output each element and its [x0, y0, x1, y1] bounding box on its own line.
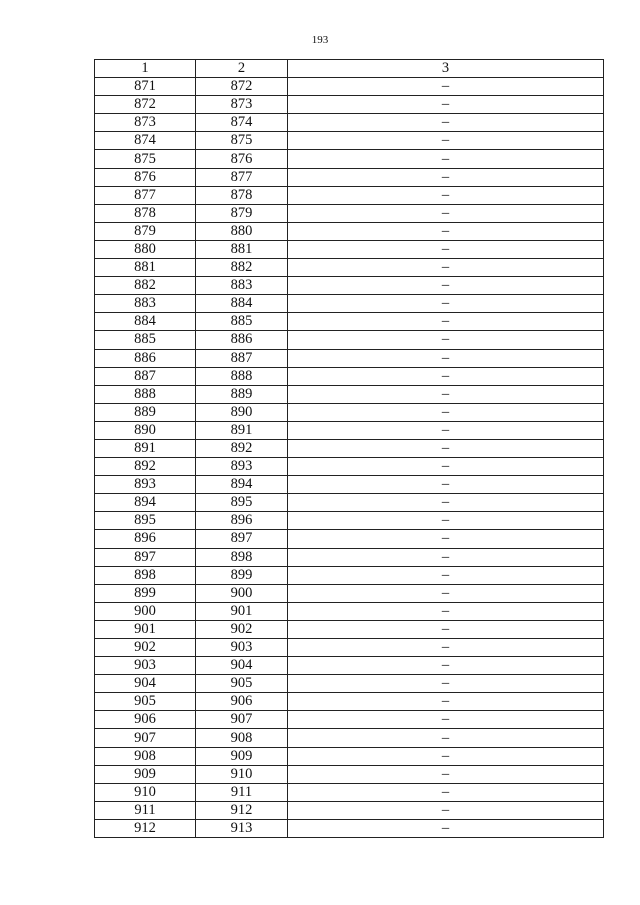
- table-cell-col-1: 896: [95, 530, 196, 548]
- table-cell-col-3: –: [288, 313, 604, 331]
- table-cell-col-3: –: [288, 385, 604, 403]
- table-cell-col-3: –: [288, 693, 604, 711]
- table-cell-col-3: –: [288, 530, 604, 548]
- table-row: [95, 783, 604, 801]
- table-cell-col-2: 890: [196, 403, 288, 421]
- table-cell-col-2: 894: [196, 476, 288, 494]
- table-cell-col-3: –: [288, 186, 604, 204]
- table-row: [95, 349, 604, 367]
- table-row: [95, 367, 604, 385]
- table-cell-col-2: 903: [196, 639, 288, 657]
- table-cell-col-1: 912: [95, 819, 196, 837]
- table-cell-col-2: 881: [196, 240, 288, 258]
- table-cell-col-2: 905: [196, 675, 288, 693]
- table-cell-col-1: 879: [95, 222, 196, 240]
- table-cell-col-3: –: [288, 114, 604, 132]
- table-row: [95, 114, 604, 132]
- table-cell-col-3: –: [288, 765, 604, 783]
- table-row: [95, 512, 604, 530]
- table-cell-col-3: –: [288, 675, 604, 693]
- table-cell-col-3: –: [288, 421, 604, 439]
- table-row: [95, 132, 604, 150]
- table-cell-col-3: –: [288, 439, 604, 457]
- table-row: [95, 494, 604, 512]
- table-cell-col-2: 878: [196, 186, 288, 204]
- table-cell-col-1: 880: [95, 240, 196, 258]
- table-cell-col-2: 910: [196, 765, 288, 783]
- table-cell-col-1: 891: [95, 439, 196, 457]
- table-row: [95, 313, 604, 331]
- table-cell-col-2: 873: [196, 96, 288, 114]
- table-cell-col-2: 892: [196, 439, 288, 457]
- table-cell-col-1: 899: [95, 584, 196, 602]
- table-cell-col-2: 904: [196, 657, 288, 675]
- table-row: [95, 331, 604, 349]
- table-cell-col-3: –: [288, 150, 604, 168]
- table-row: [95, 78, 604, 96]
- table-row: [95, 584, 604, 602]
- table-cell-col-1: 895: [95, 512, 196, 530]
- table-cell-col-1: 910: [95, 783, 196, 801]
- table-row: [95, 819, 604, 837]
- table-cell-col-3: –: [288, 819, 604, 837]
- table-row: [95, 639, 604, 657]
- table-cell-col-2: 893: [196, 458, 288, 476]
- table-cell-col-3: –: [288, 801, 604, 819]
- table-cell-col-1: 892: [95, 458, 196, 476]
- table-cell-col-1: 908: [95, 747, 196, 765]
- table-body: [95, 78, 604, 838]
- table-cell-col-1: 902: [95, 639, 196, 657]
- table-cell-col-3: –: [288, 620, 604, 638]
- table-row: [95, 295, 604, 313]
- table-cell-col-1: 901: [95, 620, 196, 638]
- table-cell-col-3: –: [288, 729, 604, 747]
- table-row: [95, 240, 604, 258]
- table-cell-col-3: –: [288, 295, 604, 313]
- table-cell-col-2: 900: [196, 584, 288, 602]
- table-row: [95, 620, 604, 638]
- table-cell-col-3: –: [288, 78, 604, 96]
- table-cell-col-3: –: [288, 602, 604, 620]
- table-cell-col-1: 876: [95, 168, 196, 186]
- table-cell-col-3: –: [288, 494, 604, 512]
- table-row: [95, 476, 604, 494]
- table-cell-col-1: 889: [95, 403, 196, 421]
- table-cell-col-1: 883: [95, 295, 196, 313]
- table-cell-col-2: 876: [196, 150, 288, 168]
- table-cell-col-3: –: [288, 96, 604, 114]
- table-cell-col-3: –: [288, 403, 604, 421]
- column-header-1: 1: [95, 60, 196, 78]
- table-cell-col-1: 894: [95, 494, 196, 512]
- table-cell-col-1: 903: [95, 657, 196, 675]
- table-cell-col-1: 881: [95, 259, 196, 277]
- table-cell-col-3: –: [288, 657, 604, 675]
- table-cell-col-3: –: [288, 711, 604, 729]
- table-cell-col-3: –: [288, 783, 604, 801]
- table-cell-col-2: 907: [196, 711, 288, 729]
- table-cell-col-3: –: [288, 204, 604, 222]
- table-cell-col-2: 884: [196, 295, 288, 313]
- page-number: 193: [311, 34, 329, 46]
- table-cell-col-1: 897: [95, 548, 196, 566]
- table-cell-col-2: 899: [196, 566, 288, 584]
- table-cell-col-2: 885: [196, 313, 288, 331]
- table-cell-col-1: 873: [95, 114, 196, 132]
- table-cell-col-2: 895: [196, 494, 288, 512]
- table-cell-col-2: 879: [196, 204, 288, 222]
- table-cell-col-3: –: [288, 548, 604, 566]
- table-cell-col-1: 893: [95, 476, 196, 494]
- table-cell-col-2: 902: [196, 620, 288, 638]
- table-row: [95, 385, 604, 403]
- table-cell-col-3: –: [288, 349, 604, 367]
- table-cell-col-2: 906: [196, 693, 288, 711]
- table-cell-col-1: 890: [95, 421, 196, 439]
- table-cell-col-2: 889: [196, 385, 288, 403]
- table-cell-col-2: 886: [196, 331, 288, 349]
- table-cell-col-3: –: [288, 367, 604, 385]
- table-cell-col-1: 911: [95, 801, 196, 819]
- table-row: [95, 222, 604, 240]
- table-cell-col-1: 884: [95, 313, 196, 331]
- table-cell-col-3: –: [288, 747, 604, 765]
- table-row: [95, 602, 604, 620]
- table-cell-col-2: 874: [196, 114, 288, 132]
- table-cell-col-3: –: [288, 639, 604, 657]
- table-cell-col-1: 877: [95, 186, 196, 204]
- table-row: [95, 204, 604, 222]
- table-header-row: [95, 60, 604, 78]
- table-cell-col-3: –: [288, 259, 604, 277]
- table-cell-col-1: 875: [95, 150, 196, 168]
- table-cell-col-1: 887: [95, 367, 196, 385]
- table-cell-col-2: 901: [196, 602, 288, 620]
- table-row: [95, 747, 604, 765]
- table-row: [95, 765, 604, 783]
- table-cell-col-1: 882: [95, 277, 196, 295]
- table-cell-col-2: 872: [196, 78, 288, 96]
- table-row: [95, 421, 604, 439]
- table-cell-col-1: 878: [95, 204, 196, 222]
- table-cell-col-2: 896: [196, 512, 288, 530]
- table-row: [95, 693, 604, 711]
- table-cell-col-3: –: [288, 277, 604, 295]
- table-cell-col-3: –: [288, 240, 604, 258]
- table-cell-col-3: –: [288, 512, 604, 530]
- table-row: [95, 96, 604, 114]
- table-row: [95, 657, 604, 675]
- table-cell-col-1: 886: [95, 349, 196, 367]
- column-header-2: 2: [196, 60, 288, 78]
- table-row: [95, 439, 604, 457]
- table-row: [95, 150, 604, 168]
- table-cell-col-3: –: [288, 168, 604, 186]
- table-row: [95, 186, 604, 204]
- table-cell-col-2: 882: [196, 259, 288, 277]
- table-cell-col-1: 872: [95, 96, 196, 114]
- table-cell-col-2: 883: [196, 277, 288, 295]
- table-cell-col-2: 898: [196, 548, 288, 566]
- table-cell-col-1: 888: [95, 385, 196, 403]
- table-cell-col-2: 875: [196, 132, 288, 150]
- table-cell-col-2: 877: [196, 168, 288, 186]
- table-cell-col-1: 871: [95, 78, 196, 96]
- table-cell-col-1: 898: [95, 566, 196, 584]
- table-row: [95, 729, 604, 747]
- table-cell-col-1: 905: [95, 693, 196, 711]
- table-cell-col-2: 880: [196, 222, 288, 240]
- table-row: [95, 548, 604, 566]
- table-row: [95, 277, 604, 295]
- table-row: [95, 403, 604, 421]
- table-cell-col-1: 904: [95, 675, 196, 693]
- table-cell-col-2: 912: [196, 801, 288, 819]
- table-row: [95, 566, 604, 584]
- table-cell-col-3: –: [288, 566, 604, 584]
- table-cell-col-2: 913: [196, 819, 288, 837]
- table-cell-col-2: 888: [196, 367, 288, 385]
- table-row: [95, 168, 604, 186]
- table-cell-col-1: 900: [95, 602, 196, 620]
- table-row: [95, 259, 604, 277]
- data-table: [94, 59, 604, 838]
- table-cell-col-3: –: [288, 476, 604, 494]
- table-cell-col-2: 897: [196, 530, 288, 548]
- table-cell-col-3: –: [288, 584, 604, 602]
- table-cell-col-2: 887: [196, 349, 288, 367]
- table-cell-col-1: 874: [95, 132, 196, 150]
- table-row: [95, 458, 604, 476]
- table-cell-col-1: 907: [95, 729, 196, 747]
- table-cell-col-1: 885: [95, 331, 196, 349]
- table-row: [95, 530, 604, 548]
- table-row: [95, 801, 604, 819]
- column-header-3: 3: [288, 60, 604, 78]
- table-row: [95, 711, 604, 729]
- table-cell-col-2: 891: [196, 421, 288, 439]
- table-row: [95, 675, 604, 693]
- table-cell-col-2: 908: [196, 729, 288, 747]
- table-cell-col-2: 911: [196, 783, 288, 801]
- table-cell-col-3: –: [288, 222, 604, 240]
- table-cell-col-3: –: [288, 132, 604, 150]
- table-cell-col-3: –: [288, 458, 604, 476]
- table-cell-col-2: 909: [196, 747, 288, 765]
- table-cell-col-1: 906: [95, 711, 196, 729]
- table-cell-col-1: 909: [95, 765, 196, 783]
- table-cell-col-3: –: [288, 331, 604, 349]
